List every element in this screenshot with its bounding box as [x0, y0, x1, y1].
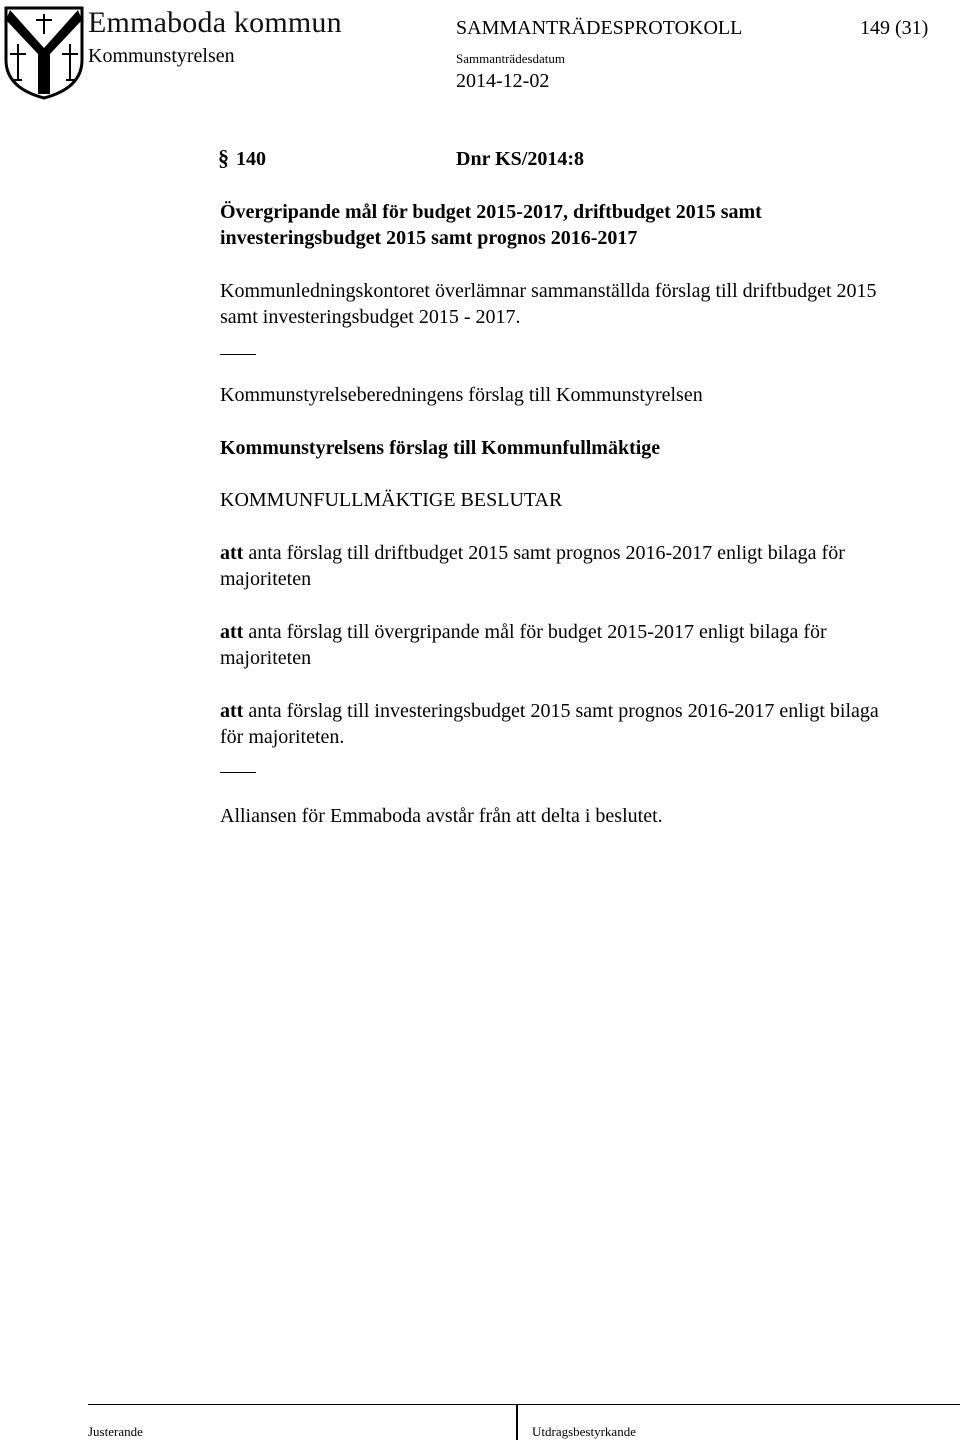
decision-text: anta förslag till driftbudget 2015 samt prognos 2016-2017 enligt bilaga för — [248, 542, 845, 564]
meeting-date-label: Sammanträdesdatum — [456, 51, 566, 66]
case-number: Dnr KS/2014:8 — [456, 148, 584, 170]
decision-text-cont: majoriteten — [220, 568, 312, 590]
item-title-line2: investeringsbudget 2015 samt prognos 2016-2017 — [220, 227, 638, 249]
separator-line — [220, 354, 256, 355]
decision-keyword: att — [220, 621, 244, 643]
municipality-name: Emmaboda kommun — [88, 6, 342, 39]
decision-item — [220, 698, 955, 750]
decision-item — [220, 540, 955, 592]
section-sign: § — [218, 145, 229, 170]
certifier-label: Utdragsbestyrkande — [532, 1424, 636, 1439]
proposal-heading: Kommunstyrelsens förslag till Kommunfullmäktige — [220, 437, 661, 459]
item-number: 140 — [236, 148, 266, 170]
decision-text: anta förslag till investeringsbudget 2015 samt prognos 2016-2017 enligt bilaga — [248, 700, 879, 722]
decision-keyword: att — [220, 700, 244, 722]
decision-text: anta förslag till övergripande mål för budget 2015-2017 enligt bilaga för — [248, 621, 827, 643]
adjuster-label: Justerande — [88, 1424, 143, 1439]
decision-text-cont: majoriteten — [220, 647, 312, 669]
page-number: 149 (31) — [860, 17, 929, 39]
footer-divider — [516, 1404, 518, 1440]
separator-line — [220, 772, 256, 773]
closing-note: Alliansen för Emmaboda avstår från att delta i beslutet. — [220, 805, 663, 827]
intro-line1: Kommunledningskontoret överlämnar sammanställda förslag till driftbudget 2015 — [220, 280, 877, 302]
decision-keyword: att — [220, 542, 244, 564]
document-type: SAMMANTRÄDESPROTOKOLL — [456, 17, 743, 39]
meeting-date: 2014-12-02 — [456, 70, 550, 92]
coat-of-arms-logo — [2, 4, 86, 100]
decision-heading: KOMMUNFULLMÄKTIGE BESLUTAR — [220, 489, 563, 511]
intro-line2: samt investeringsbudget 2015 - 2017. — [220, 306, 521, 328]
decision-text-cont: för majoriteten. — [220, 726, 345, 748]
decision-item — [220, 619, 955, 671]
item-title-line1: Övergripande mål för budget 2015-2017, driftbudget 2015 samt — [220, 201, 762, 223]
preparation-heading: Kommunstyrelseberedningens förslag till Kommunstyrelsen — [220, 384, 703, 406]
footer-rule — [88, 1404, 960, 1405]
department-name: Kommunstyrelsen — [88, 45, 235, 67]
